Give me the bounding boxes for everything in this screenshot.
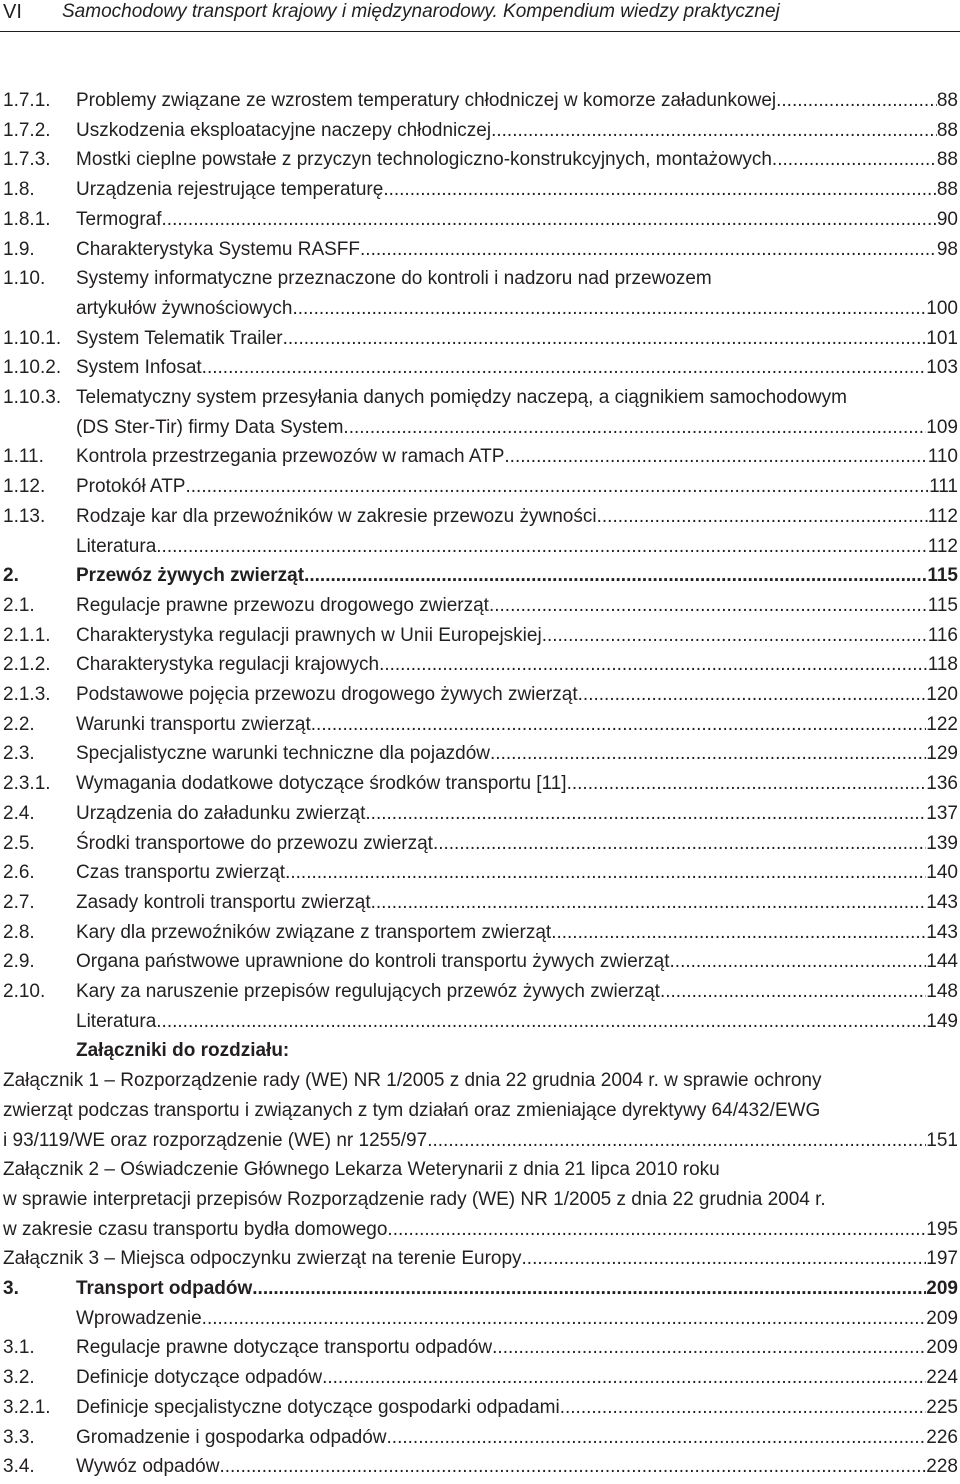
toc-entry-page: 129 [926,743,958,764]
toc-entry-number: 3.3. [3,1427,35,1448]
toc-entry-title: Podstawowe pojęcia przewozu drogowego żywych zwierząt [76,684,578,705]
toc-entry-page: 224 [926,1367,958,1388]
toc-entry-title: Załączniki do rozdziału: [76,1040,290,1061]
dot-leader [156,1007,926,1036]
toc-entry-number: 1.8.1. [3,209,51,230]
toc-entry-number: 1.11. [3,446,44,467]
toc-entry-page: 88 [936,149,958,170]
toc-entry-title: Uszkodzenia eksploatacyjne naczepy chłodniczej [76,120,492,141]
dot-leader [360,235,937,264]
dot-leader [491,116,937,145]
toc-entry-line [76,650,958,679]
toc-entry [0,739,958,768]
toc-entry-line [76,710,958,739]
dot-leader [162,205,937,234]
dot-leader [202,1304,927,1333]
toc-entry [0,1333,958,1362]
toc-entry [0,1155,958,1184]
toc-entry-line [76,413,958,442]
toc-entry-title: Warunki transportu zwierząt [76,714,311,735]
toc-entry [0,383,958,412]
toc-entry-title: Rodzaje kar dla przewoźników w zakresie przewozu żywności [76,506,597,527]
toc-entry-title: Kary za naruszenie przepisów regulujących przewóz żywych zwierząt [76,981,660,1002]
toc-entry-title: Charakterystyka regulacji prawnych w Unii Europejskiej [76,625,542,646]
toc-entry-number: 1.7.3. [3,149,51,170]
toc-entry [0,858,958,887]
toc-entry-number: 2. [3,565,19,586]
toc-entry [0,829,958,858]
toc-entry-number: 2.1. [3,595,35,616]
toc-entry [0,502,958,531]
toc-entry-page: 115 [927,565,958,586]
toc-entry-title: Zasady kontroli transportu zwierząt [76,892,371,913]
toc-entry-page: 101 [926,328,958,349]
toc-entry-title: Literatura [76,536,157,557]
dot-leader [283,324,927,353]
toc-entry-number: 2.1.2. [3,654,51,675]
toc-entry-page: 209 [926,1308,958,1329]
toc-entry-line [76,1333,958,1362]
toc-entry-line [3,1215,958,1244]
toc-entry-title: Regulacje prawne dotyczące transportu odpadów [76,1337,493,1358]
toc-entry-page: 118 [927,654,958,675]
toc-entry-page: 140 [926,862,958,883]
toc-entry-page: 151 [926,1130,958,1151]
toc-entry-line [76,1423,958,1452]
toc-entry [0,947,958,976]
toc-entry-title: Termograf [76,209,162,230]
dot-leader [542,621,928,650]
toc-entry [0,175,958,204]
toc-entry [0,1393,958,1422]
dot-leader [379,650,928,679]
toc-entry [0,1185,958,1214]
toc-entry [0,1423,958,1452]
toc-entry-number: 1.7.1. [3,90,51,111]
toc-entry-page: 112 [927,536,958,557]
toc-entry [0,86,958,115]
toc-entry-number: 1.7.2. [3,120,51,141]
toc-entry-title: w zakresie czasu transportu bydła domowego [3,1219,388,1240]
toc-entry-page: 100 [926,298,958,319]
toc-entry-line [76,1363,958,1392]
dot-leader [202,353,927,382]
toc-entry [0,1007,958,1036]
toc-entry [0,264,958,293]
toc-entry [0,324,958,353]
toc-entry-number: 2.3. [3,743,35,764]
toc-entry-line [76,769,958,798]
toc-entry-line [76,621,958,650]
header-rule [0,31,960,32]
dot-leader [560,1393,927,1422]
toc-entry-page: 90 [936,209,958,230]
toc-entry-title: Urządzenia do załadunku zwierząt [76,803,366,824]
toc-entry [0,1274,958,1303]
toc-entry [0,353,958,382]
toc-entry [0,1066,958,1095]
toc-entry-title: i 93/119/WE oraz rozporządzenie (WE) nr 1255/97 [3,1130,428,1151]
toc-entry-line [76,502,958,531]
toc-entry-number: 2.1.1. [3,625,51,646]
toc-entry [0,710,958,739]
toc-entry-line [76,1274,958,1303]
toc-entry [0,1096,958,1125]
toc-entry-title: Załącznik 3 – Miejsca odpoczynku zwierząt na terenie Europy [3,1248,522,1269]
toc-entry-line [76,561,958,590]
toc-entry-line [76,324,958,353]
toc-entry [0,680,958,709]
toc-entry-page: 144 [926,951,958,972]
toc-entry-title: Organa państwowe uprawnione do kontroli transportu żywych zwierząt [76,951,670,972]
toc-entry-title: Definicje dotyczące odpadów [76,1367,323,1388]
toc-entry-title: Definicje specjalistyczne dotyczące gospodarki odpadami [76,1397,560,1418]
toc-entry-line [76,116,958,145]
toc-entry-line [76,858,958,887]
toc-entry-line [76,739,958,768]
toc-entry-page: 225 [926,1397,958,1418]
toc-entry [0,472,958,501]
dot-leader [578,680,927,709]
toc-entry-title: Kontrola przestrzegania przewozów w ramach ATP [76,446,505,467]
toc-entry-line [76,205,958,234]
toc-entry-page: 143 [926,922,958,943]
toc-entry-page: 98 [936,239,958,260]
toc-entry-line [76,888,958,917]
toc-entry-number: 3.1. [3,1337,35,1358]
dot-leader [343,413,926,442]
toc-entry-title: Telematyczny system przesyłania danych pomiędzy naczepą, a ciągnikiem samochodowym [76,387,847,408]
toc-entry-page: 103 [926,357,958,378]
toc-entry-line [76,353,958,382]
toc-entry-number: 1.12. [3,476,46,497]
toc-entry-number: 1.9. [3,239,35,260]
dot-leader [387,1215,926,1244]
toc-entry-page: 88 [936,120,958,141]
dot-leader [492,1333,926,1362]
toc-entry-number: 3.4. [3,1456,35,1477]
toc-entry-title: Wymagania dodatkowe dotyczące środków transportu [11] [76,773,567,794]
toc-entry-number: 2.3.1. [3,773,51,794]
toc-entry-title: (DS Ster-Tir) firmy Data System [76,417,344,438]
toc-entry-line [76,1452,958,1481]
dot-leader [322,1363,926,1392]
toc-entry-page: 88 [936,90,958,111]
toc-entry-number: 1.10.2. [3,357,62,378]
toc-entry-line [76,680,958,709]
toc-entry-number: 2.6. [3,862,35,883]
dot-leader [285,858,926,887]
dot-leader [185,472,929,501]
toc-entry-line [76,918,958,947]
toc-entry [0,294,958,323]
toc-entry-number: 2.10. [3,981,46,1002]
page-number: VI [3,1,22,23]
toc-entry-number: 2.5. [3,833,35,854]
dot-leader [365,799,926,828]
toc-entry-line [76,442,958,471]
toc-entry [0,442,958,471]
toc-entry-title: System Infosat [76,357,202,378]
toc-entry-page: 120 [926,684,958,705]
toc-entry-number: 2.1.3. [3,684,51,705]
toc-entry-title: Wywóz odpadów [76,1456,220,1477]
toc-entry-title: Przewóz żywych zwierząt [76,565,305,586]
toc-entry-page: 197 [926,1248,958,1269]
toc-entry [0,561,958,590]
dot-leader [772,145,937,174]
toc-entry-page: 112 [927,506,958,527]
toc-entry-page: 137 [926,803,958,824]
toc-entry-number: 2.9. [3,951,35,972]
toc-entry-number: 3.2.1. [3,1397,51,1418]
toc-entry-line [3,1126,958,1155]
toc-entry-title: Środki transportowe do przewozu zwierząt [76,833,433,854]
toc-entry-line [76,235,958,264]
toc-entry-line [3,1244,958,1273]
dot-leader [371,888,927,917]
toc-entry-page: 139 [926,833,958,854]
toc-entry-title: Specjalistyczne warunki techniczne dla pojazdów [76,743,491,764]
dot-leader [387,1423,927,1452]
toc-entry-page: 88 [936,179,958,200]
dot-leader [219,1452,926,1481]
toc-entry [0,1244,958,1273]
toc-entry-title: Systemy informatyczne przeznaczone do kontroli i nadzoru nad przewozem [76,268,712,289]
dot-leader [252,1274,926,1303]
toc-entry-line [76,799,958,828]
toc-entry-page: 116 [927,625,958,646]
toc-entry [0,413,958,442]
toc-entry-page: 143 [926,892,958,913]
dot-leader [551,918,926,947]
toc-entry [0,1304,958,1333]
toc-entry-page: 228 [926,1456,958,1477]
toc-entry [0,769,958,798]
dot-leader [504,442,927,471]
running-title: Samochodowy transport krajowy i międzynarodowy. Kompendium wiedzy praktycznej [62,1,780,22]
toc-entry-page: 148 [926,981,958,1002]
toc-entry [0,205,958,234]
toc-entry-page: 111 [929,476,958,497]
toc-entry-number: 3. [3,1278,19,1299]
toc-entry [0,1363,958,1392]
toc-entry-page: 136 [926,773,958,794]
toc-entry-title: Protokół ATP [76,476,186,497]
toc-entry-line [76,829,958,858]
toc-entry-line [76,1007,958,1036]
dot-leader [311,710,927,739]
toc-entry [0,918,958,947]
toc-entry-line [76,1304,958,1333]
toc-entry-line [76,294,958,323]
dot-leader [433,829,926,858]
toc-entry-line [76,1393,958,1422]
dot-leader [489,591,928,620]
toc-entry [0,650,958,679]
toc-entry [0,1036,958,1065]
toc-entry-title: Charakterystyka Systemu RASFF [76,239,361,260]
toc-entry [0,145,958,174]
toc-entry-title: Załącznik 2 – Oświadczenie Głównego Lekarza Weterynarii z dnia 21 lipca 2010 roku [3,1159,720,1180]
toc-entry-title: Transport odpadów [76,1278,253,1299]
dot-leader [776,86,937,115]
toc-entry [0,1126,958,1155]
dot-leader [490,739,926,768]
toc-entry [0,977,958,1006]
toc-entry-line [76,145,958,174]
toc-entry-number: 1.10.3. [3,387,62,408]
toc-entry-line [76,472,958,501]
toc-entry-line [76,175,958,204]
toc-entry-number: 2.2. [3,714,35,735]
toc-entry [0,116,958,145]
toc-entry-number: 1.10.1. [3,328,62,349]
toc-entry-number: 2.7. [3,892,35,913]
dot-leader [670,947,927,976]
toc-entry-line [76,947,958,976]
toc-entry-page: 109 [926,417,958,438]
toc-entry-page: 209 [926,1278,958,1299]
dot-leader [660,977,926,1006]
dot-leader [292,294,926,323]
toc-entry-line [76,977,958,1006]
toc-entry-title: artykułów żywnościowych [76,298,293,319]
toc-entry-title: Czas transportu zwierząt [76,862,286,883]
dot-leader [427,1126,926,1155]
toc-entry-title: Literatura [76,1011,157,1032]
dot-leader [522,1244,927,1273]
toc-entry-page: 115 [927,595,958,616]
toc-entry-page: 122 [926,714,958,735]
toc-entry-title: w sprawie interpretacji przepisów Rozporządzenie rady (WE) NR 1/2005 z dnia 22 grudnia 2004 r. [3,1189,826,1210]
toc-entry [0,621,958,650]
toc-entry [0,799,958,828]
toc-entry-number: 3.2. [3,1367,35,1388]
toc-entry-number: 2.8. [3,922,35,943]
toc-entry-line [76,591,958,620]
toc-entry-page: 209 [926,1337,958,1358]
page-header [0,0,960,30]
toc-entry-line [76,532,958,561]
toc-entry-title: Wprowadzenie [76,1308,202,1329]
toc-entry-title: Mostki cieplne powstałe z przyczyn technologiczno-konstrukcyjnych, montażowych [76,149,772,170]
toc-entry-number: 1.10. [3,268,46,289]
toc-entry-number: 2.4. [3,803,35,824]
toc-entry-title: Kary dla przewoźników związane z transportem zwierząt [76,922,552,943]
toc-entry [0,1215,958,1244]
toc-entry-number: 1.8. [3,179,35,200]
dot-leader [567,769,927,798]
toc-entry [0,591,958,620]
toc-entry [0,235,958,264]
toc-entry-title: Urządzenia rejestrujące temperaturę [76,179,384,200]
toc-entry-title: Charakterystyka regulacji krajowych [76,654,380,675]
toc-entry [0,1452,958,1481]
toc-entry-title: Załącznik 1 – Rozporządzenie rady (WE) NR 1/2005 z dnia 22 grudnia 2004 r. w sprawie ochrony [3,1070,822,1091]
toc-entry-title: Problemy związane ze wzrostem temperatury chłodniczej w komorze załadunkowej [76,90,777,111]
toc-entry-title: zwierząt podczas transportu i związanych z tym działań oraz zmieniające dyrektywy 64/432/EWG [3,1100,821,1121]
toc-entry [0,888,958,917]
toc-entry-line [76,86,958,115]
toc-entry-title: Gromadzenie i gospodarka odpadów [76,1427,387,1448]
toc-entry-page: 226 [926,1427,958,1448]
dot-leader [304,561,927,590]
toc-entry-title: System Telematik Trailer [76,328,283,349]
toc-entry [0,532,958,561]
toc-entry-number: 1.13. [3,506,46,527]
toc-entry-page: 149 [926,1011,958,1032]
dot-leader [156,532,927,561]
dot-leader [383,175,937,204]
dot-leader [597,502,928,531]
toc-entry-page: 110 [927,446,958,467]
toc-entry-title: Regulacje prawne przewozu drogowego zwierząt [76,595,489,616]
toc-entry-page: 195 [926,1219,958,1240]
